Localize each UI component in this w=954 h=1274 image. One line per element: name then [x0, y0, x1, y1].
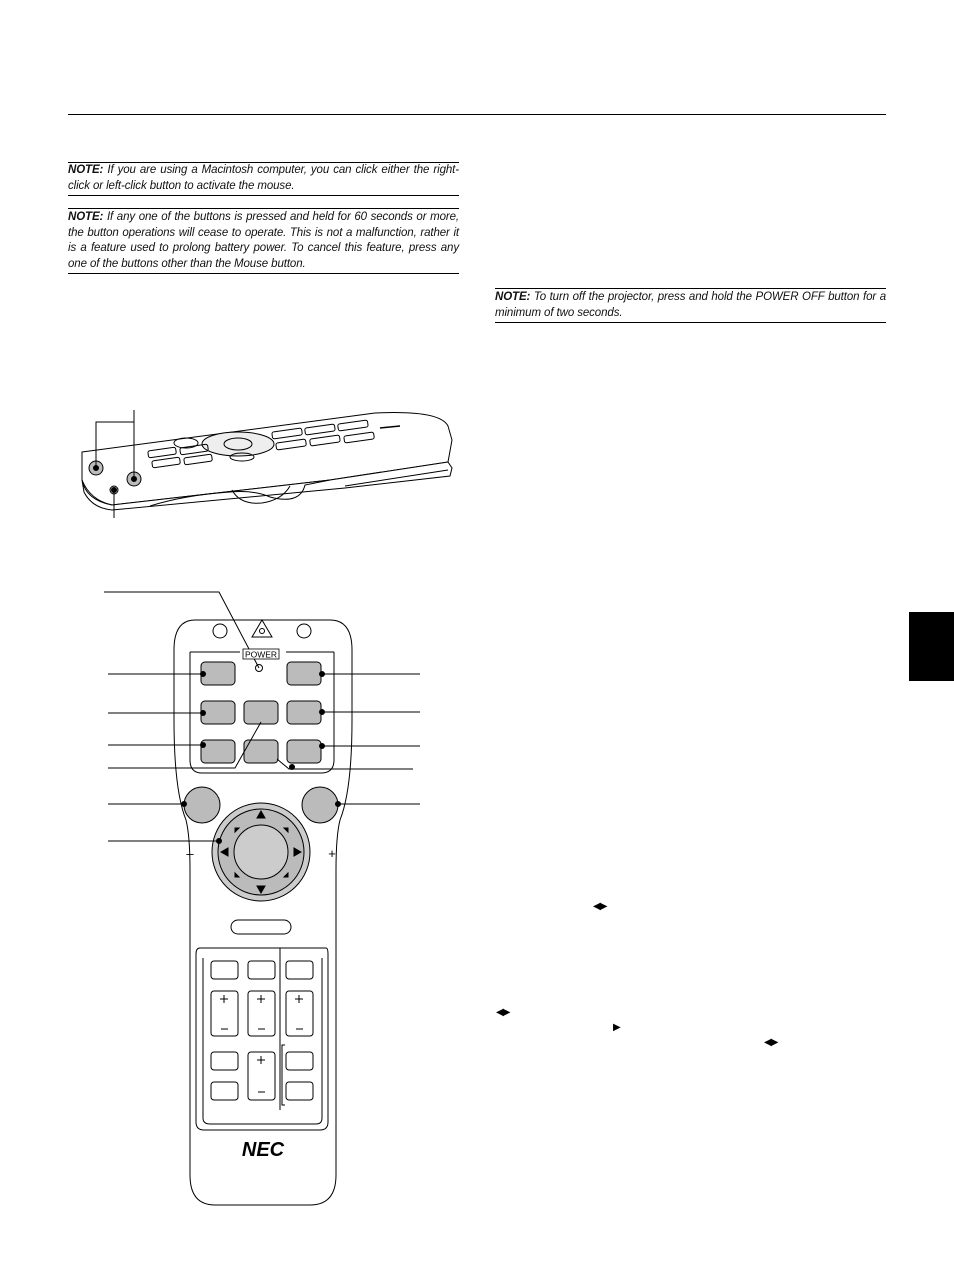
- note-2-text: If any one of the buttons is pressed and held for 60 seconds or more, the button operations will cease to operate. This is not a malfunction, rather it is a feature used to prolong battery power. To cancel this feature, press any one of the buttons other than the Mouse button.: [68, 211, 459, 270]
- arrow-glyph-left-right-1: ◀▶: [593, 901, 607, 912]
- note-3-label: NOTE:: [495, 291, 531, 303]
- arrow-glyph-left-right-2: ◀▶: [496, 1007, 510, 1018]
- note-1-text: If you are using a Macintosh computer, you can click either the right-click or left-click button to activate the mouse.: [68, 164, 459, 192]
- remote-side-view: [82, 410, 452, 518]
- arrow-glyph-right-only: ▶: [613, 1022, 620, 1033]
- plus-sign-label: +: [328, 846, 336, 861]
- note-3-text: To turn off the projector, press and hold the POWER OFF button for a minimum of two seconds.: [495, 291, 886, 319]
- note-1-label: NOTE:: [68, 164, 104, 176]
- minus-sign-label: –: [186, 846, 194, 861]
- power-label-group: [243, 649, 279, 660]
- arrow-glyph-left-right-3: ◀▶: [764, 1037, 778, 1048]
- nec-logo: NEC: [241, 1139, 285, 1161]
- note-2-label: NOTE:: [68, 211, 104, 223]
- remote-front-view: [104, 592, 420, 1205]
- power-label: POWER: [244, 649, 278, 660]
